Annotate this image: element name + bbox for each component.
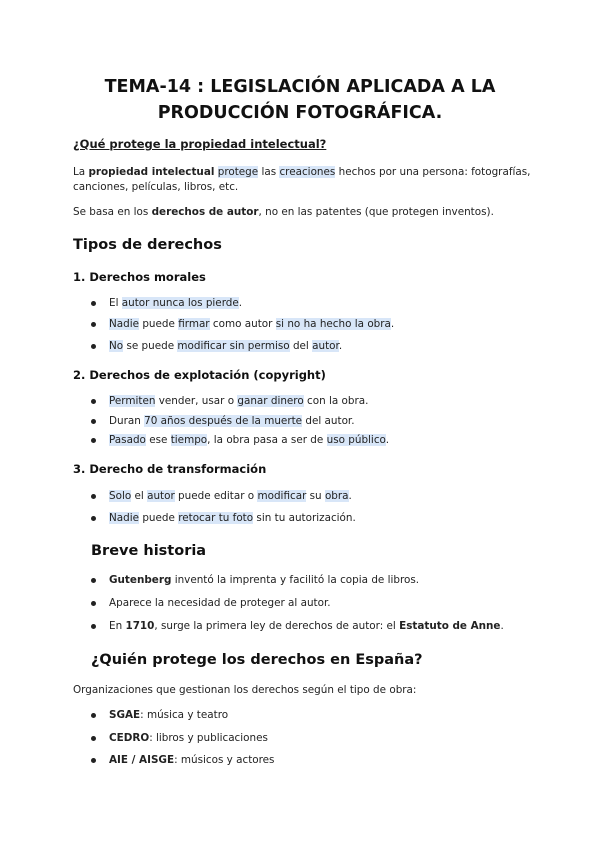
text-run: , no en las patentes (que protegen inventos). (258, 206, 494, 218)
text-run: , surge la primera ley de derechos de autor: el (154, 620, 400, 632)
text-run: del autor. (302, 415, 355, 427)
intro-paragraph-1-line-2: canciones, películas, libros, etc. (73, 181, 239, 193)
subheading-transformacion: 3. Derecho de transformación (73, 462, 267, 476)
text-run: . (348, 490, 352, 502)
highlight-run: Permiten (109, 395, 156, 407)
text-run: Se basa en los (73, 206, 152, 218)
bold-run: AIE / AISGE (109, 754, 175, 766)
text-run: las (258, 166, 280, 178)
text-run: Duran (109, 415, 145, 427)
text-run: puede (139, 318, 179, 330)
highlight-run: firmar (178, 318, 210, 330)
text-run: El (109, 297, 122, 309)
text-run: hechos por una persona: fotografías, (335, 166, 531, 178)
text-run: . (238, 297, 243, 309)
list-item (109, 620, 504, 632)
bold-run: 1710 (125, 620, 155, 632)
text-run: . (390, 318, 395, 330)
bullet-icon (91, 736, 96, 741)
text-run: : libros y publicaciones (149, 732, 268, 744)
highlight-run: si no ha hecho la obra (275, 318, 391, 330)
list-item (109, 490, 352, 502)
highlight-run: modificar sin permiso (177, 340, 290, 352)
text-run: sin tu autorización. (253, 512, 356, 524)
subheading-morales: 1. Derechos morales (73, 270, 206, 284)
highlight-run: 70 años después de la muerte (144, 415, 303, 427)
section-heading-historia: Breve historia (91, 543, 207, 559)
list-item (109, 297, 242, 309)
highlight-run: uso público (326, 434, 386, 446)
intro-paragraph-1-line-1 (73, 166, 530, 178)
highlight-run: obra (324, 490, 349, 502)
text-run: el (131, 490, 148, 502)
list-item (109, 709, 228, 721)
text-run: su (306, 490, 325, 502)
text-run: : música y teatro (140, 709, 229, 721)
text-run: como autor (209, 318, 276, 330)
highlight-run: protege (217, 166, 259, 178)
text-run: con la obra. (303, 395, 369, 407)
list-item: Aparece la necesidad de proteger al autor. (109, 597, 331, 609)
bullet-icon (91, 301, 96, 306)
text-run: . (500, 620, 504, 632)
subheading-explotacion: 2. Derechos de explotación (copyright) (73, 368, 326, 382)
text-run: vender, usar o (155, 395, 238, 407)
title-line-1: TEMA-14 : LEGISLACIÓN APLICADA A LA (104, 77, 496, 97)
bullet-icon (91, 758, 96, 763)
highlight-run: autor nunca los pierde (121, 297, 239, 309)
text-run: puede (139, 512, 179, 524)
bullet-icon (91, 601, 96, 606)
bullet-icon (91, 322, 96, 327)
highlight-run: Pasado (109, 434, 146, 446)
highlight-run: Solo (109, 490, 132, 502)
bullet-icon (91, 494, 96, 499)
question-heading: ¿Qué protege la propiedad intelectual? (73, 137, 327, 151)
bullet-icon (91, 399, 96, 404)
highlight-run: modificar (257, 490, 307, 502)
bullet-icon (91, 419, 96, 424)
highlight-run: ganar dinero (237, 395, 304, 407)
list-item (109, 732, 268, 744)
intro-paragraph-2 (73, 206, 494, 218)
list-item (109, 415, 355, 427)
bold-run: SGAE (109, 709, 141, 721)
bold-run: Gutenberg (109, 574, 172, 586)
bold-run: Estatuto de Anne (399, 620, 501, 632)
text-run: La (73, 166, 89, 178)
text-run: puede editar o (174, 490, 258, 502)
list-item (109, 574, 419, 586)
highlight-run: creaciones (279, 166, 336, 178)
list-item (109, 395, 368, 407)
bullet-icon (91, 344, 96, 349)
title-line-2: PRODUCCIÓN FOTOGRÁFICA. (157, 103, 443, 123)
section-heading-tipos: Tipos de derechos (73, 237, 222, 253)
section-heading-espana: ¿Quién protege los derechos en España? (91, 652, 423, 668)
bold-run: derechos de autor (151, 206, 259, 218)
bold-run: CEDRO (109, 732, 150, 744)
text-run: En (109, 620, 126, 632)
bullet-icon (91, 624, 96, 629)
list-item (109, 340, 342, 352)
bold-run: propiedad intelectual (88, 166, 215, 178)
espana-intro: Organizaciones que gestionan los derechos según el tipo de obra: (73, 684, 417, 696)
highlight-run: Nadie (109, 318, 140, 330)
highlight-run: autor (312, 340, 339, 352)
text-run: : músicos y actores (174, 754, 275, 766)
text-run: del (289, 340, 313, 352)
highlight-run: No (109, 340, 124, 352)
text-run: se puede (123, 340, 178, 352)
text-run: inventó la imprenta y facilitó la copia de libros. (171, 574, 420, 586)
bullet-icon (91, 516, 96, 521)
text-run: . (338, 340, 343, 352)
text-run: ese (145, 434, 171, 446)
page-title (40, 74, 560, 126)
bullet-icon (91, 438, 96, 443)
highlight-run: tiempo (170, 434, 208, 446)
list-item (109, 434, 389, 446)
text-run: . (385, 434, 390, 446)
list-item (109, 318, 394, 330)
highlight-run: retocar tu foto (178, 512, 254, 524)
highlight-run: Nadie (109, 512, 140, 524)
highlight-run: autor (147, 490, 175, 502)
list-item (109, 754, 274, 766)
bullet-icon (91, 578, 96, 583)
list-item (109, 512, 356, 524)
text-run: , la obra pasa a ser de (207, 434, 327, 446)
bullet-icon (91, 713, 96, 718)
